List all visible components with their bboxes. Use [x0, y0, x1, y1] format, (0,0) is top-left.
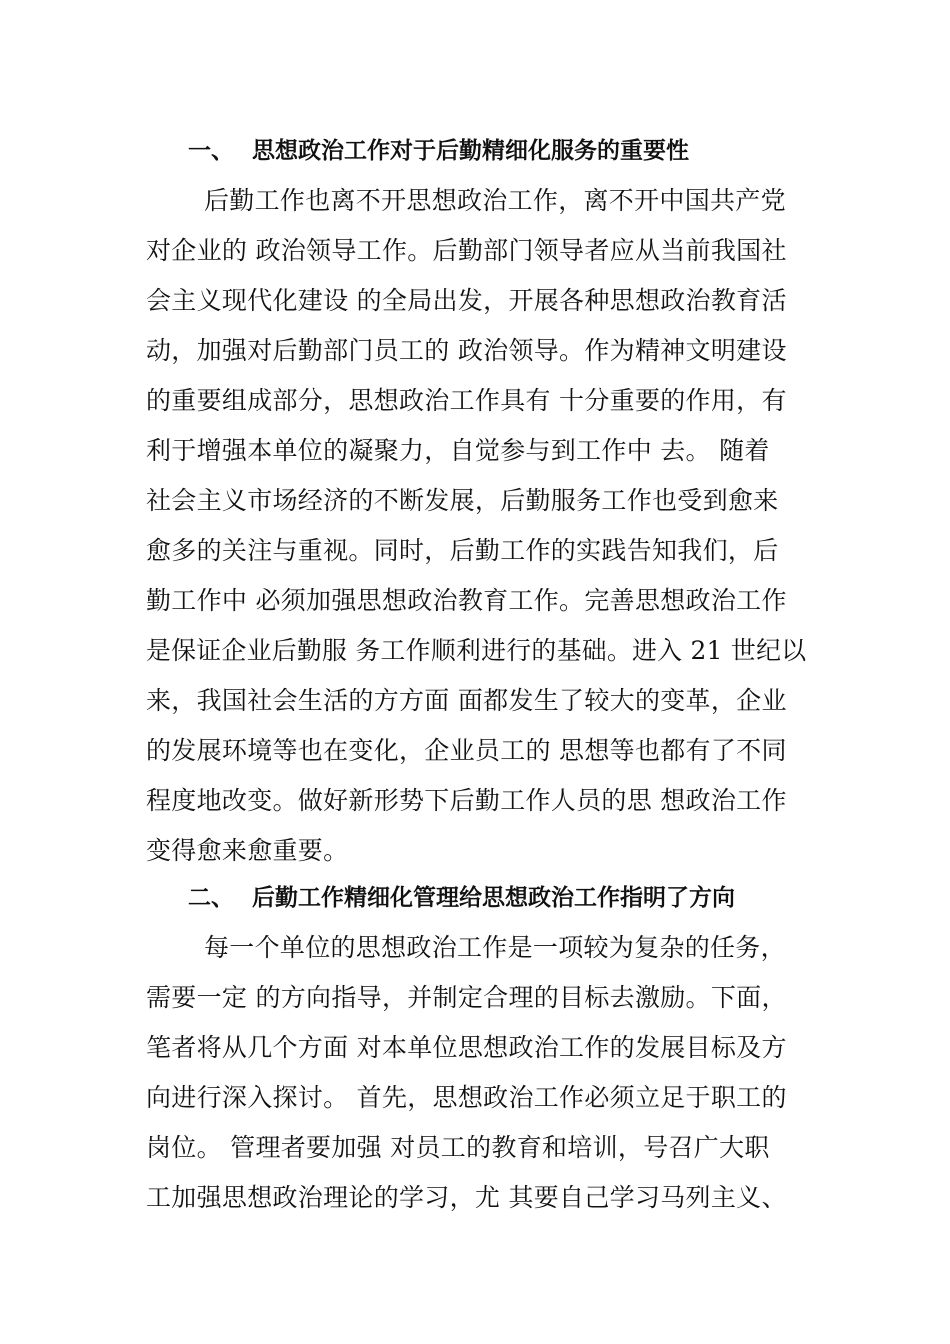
- section-title-2: 后勤工作精细化管理给思想政治工作指明了方向: [252, 885, 735, 911]
- paragraph-line: 需要一定 的方向指导，并制定合理的目标去激励。下面，: [146, 983, 787, 1012]
- section-heading-1: [188, 136, 689, 166]
- paragraph-line: 对企业的 政治领导工作。后勤部门领导者应从当前我国社: [146, 236, 787, 265]
- paragraph-line: 每一个单位的思想政治工作是一项较为复杂的任务，: [204, 933, 786, 962]
- paragraph-line: 的发展环境等也在变化，企业员工的 思想等也都有了不同: [146, 736, 787, 765]
- paragraph-line: 社会主义市场经济的不断发展，后勤服务工作也受到愈来: [146, 486, 779, 515]
- paragraph-line: 笔者将从几个方面 对本单位思想政治工作的发展目标及方: [146, 1033, 787, 1062]
- paragraph-line: 愈多的关注与重视。同时，后勤工作的实践告知我们，后: [146, 536, 779, 565]
- paragraph-line: 会主义现代化建设 的全局出发，开展各种思想政治教育活: [146, 286, 787, 315]
- paragraph-line: 向进行深入探讨。 首先，思想政治工作必须立足于职工的: [146, 1083, 787, 1112]
- paragraph-line: 利于增强本单位的凝聚力，自觉参与到工作中 去。 随着: [146, 436, 770, 465]
- paragraph-line: 工加强思想政治理论的学习，尤 其要自己学习马列主义、: [146, 1183, 787, 1212]
- paragraph-line: 变得愈来愈重要。: [146, 836, 349, 865]
- section-number-1: 一、: [188, 138, 234, 164]
- paragraph-line: 是保证企业后勤服 务工作顺利进行的基础。进入 21 世纪以: [146, 636, 807, 665]
- section-heading-2: [188, 883, 735, 913]
- section-title-1: 思想政治工作对于后勤精细化服务的重要性: [252, 138, 689, 164]
- paragraph-line: 后勤工作也离不开思想政治工作，离不开中国共产党: [204, 186, 786, 215]
- paragraph-line: 动，加强对后勤部门员工的 政治领导。作为精神文明建设: [146, 336, 787, 365]
- paragraph-line: 岗位。 管理者要加强 对员工的教育和培训，号召广大职: [146, 1133, 770, 1162]
- paragraph-line: 的重要组成部分，思想政治工作具有 十分重要的作用，有: [146, 386, 787, 415]
- paragraph-line: 程度地改变。做好新形势下后勤工作人员的思 想政治工作: [146, 786, 787, 815]
- paragraph-line: 来，我国社会生活的方方面 面都发生了较大的变革，企业: [146, 686, 787, 715]
- paragraph-line: 勤工作中 必须加强思想政治教育工作。完善思想政治工作: [146, 586, 787, 615]
- section-number-2: 二、: [188, 885, 234, 911]
